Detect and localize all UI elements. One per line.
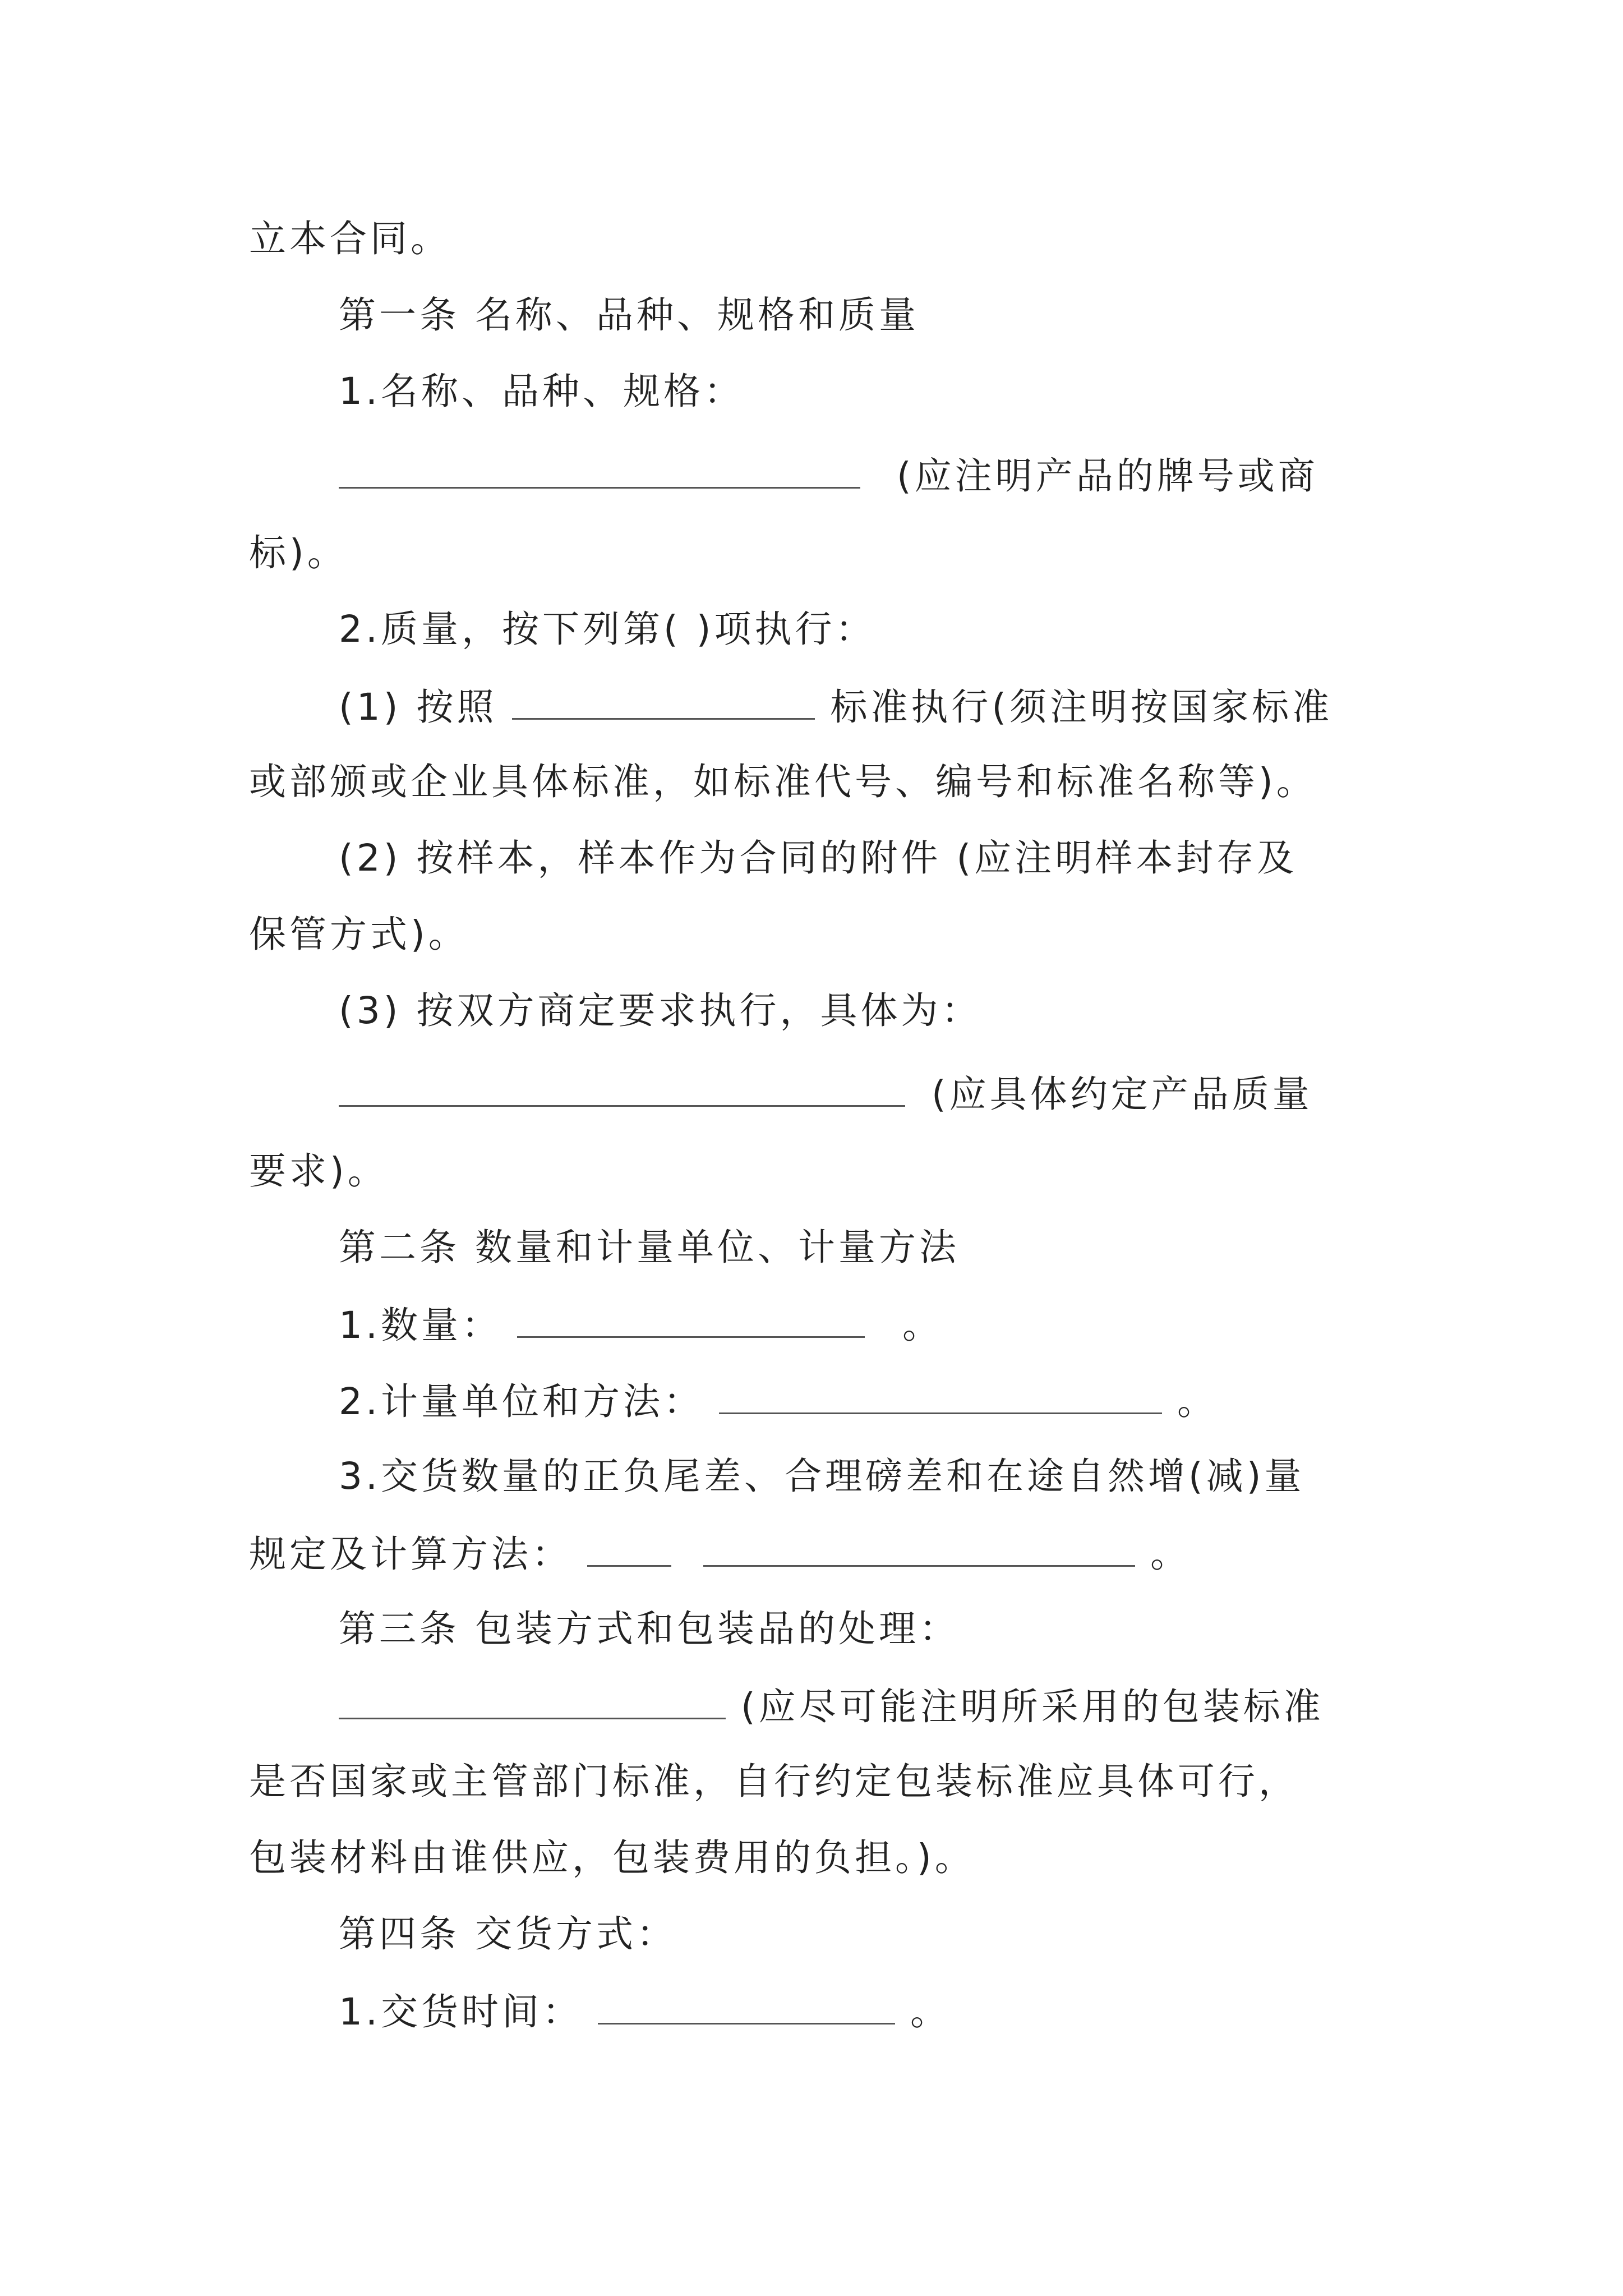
text-segment: (2) 按样本，样本作为合同的附件 (应注明样本封存及 xyxy=(339,836,1298,880)
text-segment: 。 xyxy=(902,1304,943,1347)
text-line xyxy=(249,531,348,576)
text-segment: 保管方式)。 xyxy=(249,913,469,956)
text-segment: 要求)。 xyxy=(249,1149,388,1193)
fill-in-blank[interactable] xyxy=(517,1301,865,1338)
text-segment: 1.名称、品种、规格： xyxy=(339,370,744,413)
text-segment: 1.交货时间： xyxy=(339,1990,583,2033)
fill-in-blank[interactable] xyxy=(339,1070,905,1107)
fill-in-blank[interactable] xyxy=(598,1988,895,2024)
text-segment: 。 xyxy=(1150,1533,1191,1576)
text-line xyxy=(339,369,744,414)
text-line xyxy=(249,1530,1191,1577)
article-heading xyxy=(339,1607,960,1651)
fill-in-blank[interactable] xyxy=(719,1378,1162,1414)
text-line xyxy=(339,683,1332,730)
text-line xyxy=(249,760,1317,804)
text-segment: (1) 按照 xyxy=(339,685,497,729)
text-segment: (3) 按双方商定要求执行，具体为： xyxy=(339,989,982,1032)
text-line xyxy=(339,452,1318,499)
text-segment: 是否国家或主管部门标准，自行约定包装标准应具体可行， xyxy=(249,1760,1299,1803)
fill-in-blank[interactable] xyxy=(703,1530,1135,1567)
text-segment: 1.数量： xyxy=(339,1304,502,1347)
text-segment: 立本合同。 xyxy=(249,217,451,260)
text-line xyxy=(339,1988,951,2035)
text-segment: 第三条 包装方式和包装品的处理： xyxy=(339,1607,960,1650)
article-heading xyxy=(339,1225,960,1270)
text-line xyxy=(339,836,1297,881)
text-segment: (应尽可能注明所采用的包装标准 xyxy=(740,1685,1324,1728)
text-line xyxy=(339,1454,1304,1499)
text-line xyxy=(339,607,875,652)
text-segment: 。 xyxy=(910,1990,951,2033)
fill-in-blank[interactable] xyxy=(512,683,815,720)
text-line xyxy=(339,1378,1218,1424)
text-segment: 标准执行(须注明按国家标准 xyxy=(830,685,1333,729)
text-line xyxy=(249,1759,1299,1804)
text-line xyxy=(249,1835,975,1880)
article-heading xyxy=(339,293,919,338)
text-segment: 2.质量，按下列第( )项执行： xyxy=(339,608,876,651)
fill-in-blank[interactable] xyxy=(587,1530,671,1567)
text-line xyxy=(249,1149,388,1194)
text-line xyxy=(339,1301,943,1348)
text-line xyxy=(249,217,451,261)
text-segment: 3.交货数量的正负尾差、合理磅差和在途自然增(减)量 xyxy=(339,1455,1305,1498)
text-line xyxy=(249,912,469,957)
text-segment: 第四条 交货方式： xyxy=(339,1912,677,1955)
text-segment: 第二条 数量和计量单位、计量方法 xyxy=(339,1226,960,1269)
text-segment: (应具体约定产品质量 xyxy=(931,1073,1313,1116)
fill-in-blank[interactable] xyxy=(339,452,860,489)
text-segment: 第一条 名称、品种、规格和质量 xyxy=(339,293,919,337)
fill-in-blank[interactable] xyxy=(339,1683,726,1719)
text-line xyxy=(339,988,981,1033)
article-heading xyxy=(339,1912,677,1957)
text-line xyxy=(339,1683,1324,1729)
text-segment: (应注明产品的牌号或商 xyxy=(896,454,1318,498)
text-segment: 包装材料由谁供应，包装费用的负担。)。 xyxy=(249,1836,975,1879)
text-segment: 规定及计算方法： xyxy=(249,1533,572,1576)
text-segment: 标)。 xyxy=(249,531,348,574)
text-segment: 。 xyxy=(1177,1380,1218,1423)
text-segment: 或部颁或企业具体标准，如标准代号、编号和标准名称等)。 xyxy=(249,760,1317,803)
text-line xyxy=(339,1070,1313,1117)
text-segment: 2.计量单位和方法： xyxy=(339,1380,704,1423)
